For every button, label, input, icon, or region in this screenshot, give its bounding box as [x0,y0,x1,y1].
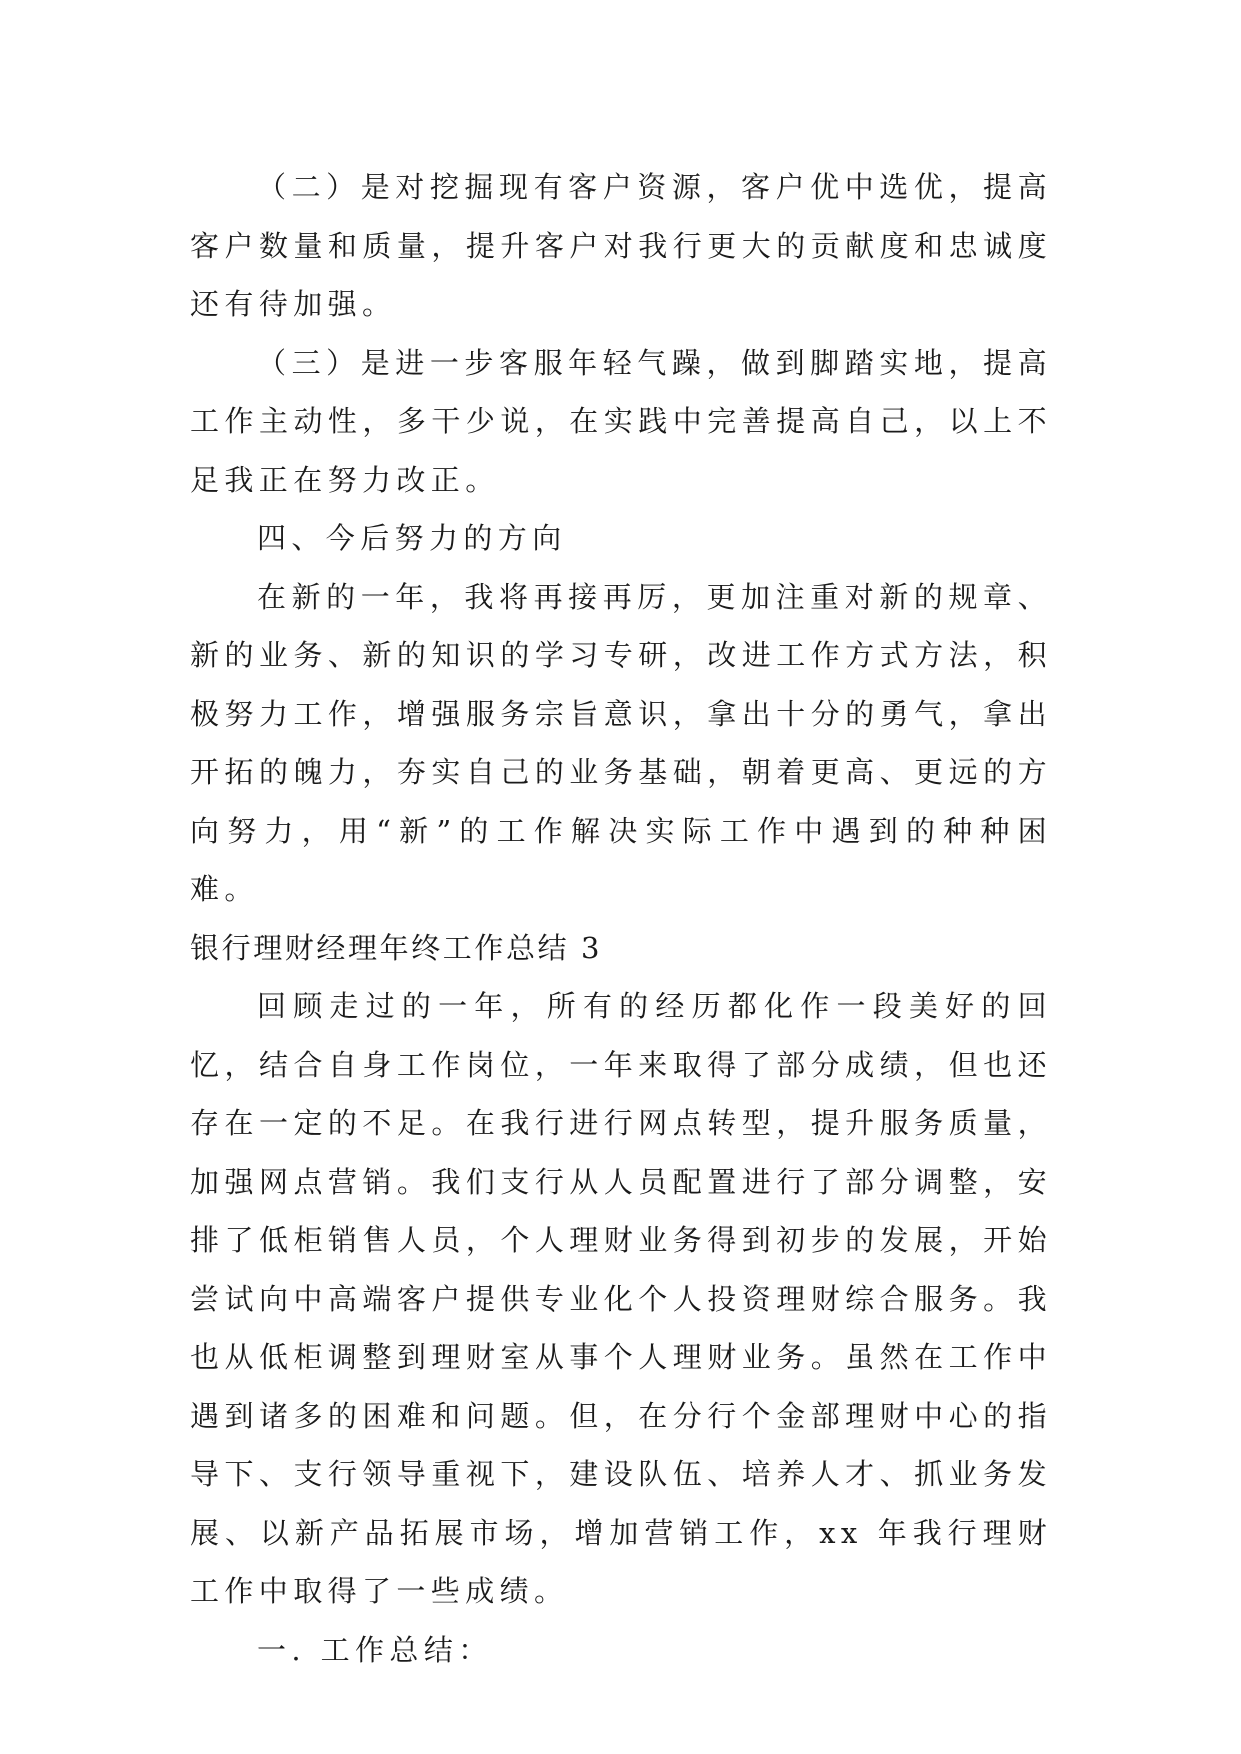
document-section-title: 银行理财经理年终工作总结 3 [190,930,603,965]
paragraph-shortcoming-2: （二）是对挖掘现有客户资源，客户优中选优，提高客户数量和质量，提升客户对我行更大的贡献度和忠诚度还有待加强。 [190,170,1052,321]
document-body [190,158,1052,1679]
paragraph-future-plan: 在新的一年，我将再接再厉，更加注重对新的规章、新的业务、新的知识的学习专研，改进工作方式方法，积极努力工作，增强服务宗旨意识，拿出十分的勇气，拿出开拓的魄力，夯实自己的业务基础，朝着更高、更远的方向努力，用“新”的工作解决实际工作中遇到的种种困难。 [190,579,1052,906]
paragraph-year-review: 回顾走过的一年，所有的经历都化作一段美好的回忆，结合自身工作岗位，一年来取得了部分成绩，但也还存在一定的不足。在我行进行网点转型，提升服务质量，加强网点营销。我们支行从人员配置进行了部分调整，安排了低柜销售人员，个人理财业务得到初步的发展，开始尝试向中高端客户提供专业化个人投资理财综合服务。我也从低柜调整到理财室从事个人理财业务。虽然在工作中遇到诸多的困难和问题。但，在分行个金部理财中心的指导下、支行领导重视下，建设队伍、培养人才、抓业务发展、以新产品拓展市场，增加营销工作，xx 年我行理财工作中取得了一些成绩。 [190,989,1052,1608]
section-heading-future-direction: 四、今后努力的方向 [257,521,567,555]
paragraph-shortcoming-3: （三）是进一步客服年轻气躁，做到脚踏实地，提高工作主动性，多干少说，在实践中完善提高自己，以上不足我正在努力改正。 [190,345,1052,497]
section-heading-work-summary: 一. 工作总结： [257,1632,493,1667]
